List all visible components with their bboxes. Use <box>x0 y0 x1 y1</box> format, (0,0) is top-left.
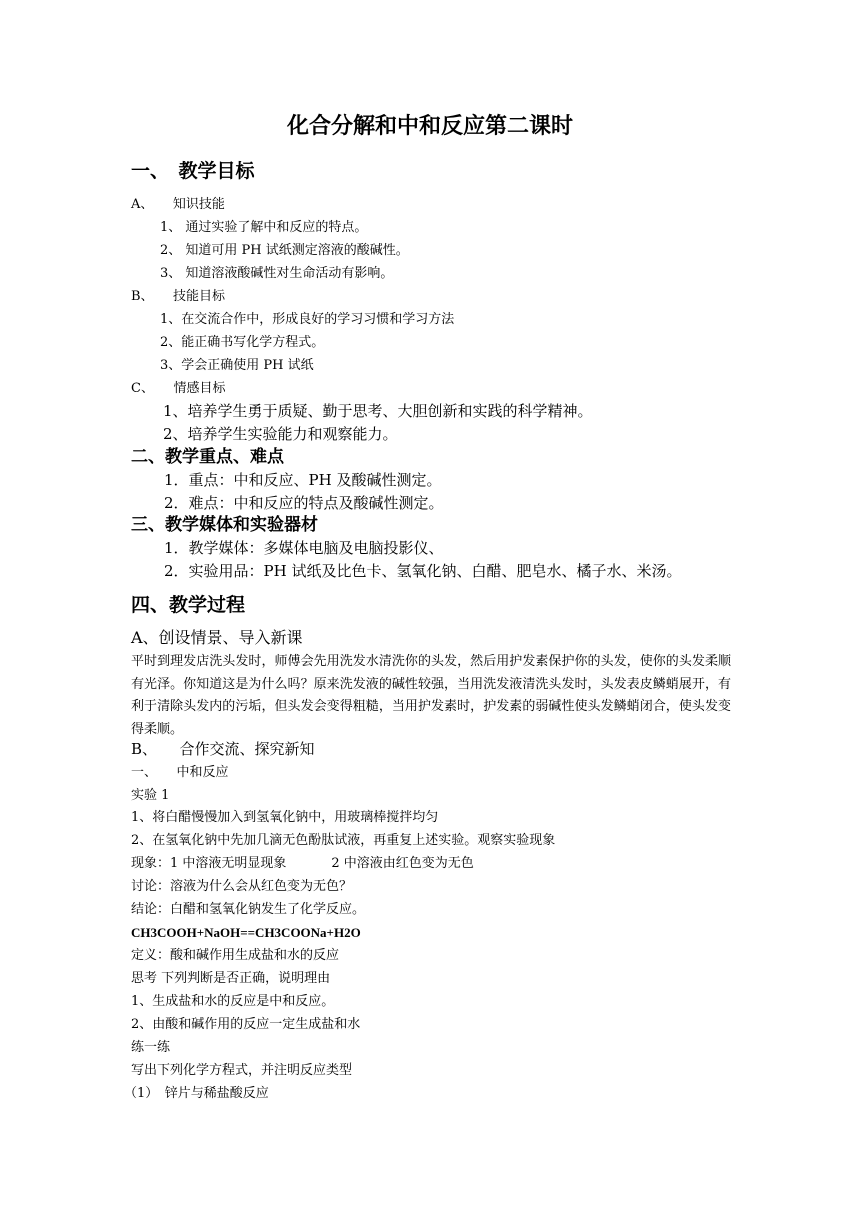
list-item: 2、培养学生实验能力和观察能力。 <box>163 425 398 443</box>
document-title: 化合分解和中和反应第二课时 <box>286 114 573 139</box>
list-item: 1、 通过实验了解中和反应的特点。 <box>160 220 368 235</box>
list-item: 1．教学媒体：多媒体电脑及电脑投影仪、 <box>164 539 444 557</box>
discussion-text: 讨论：溶液为什么会从红色变为无色？ <box>131 879 353 894</box>
practice-item: （1） 锌片与稀盐酸反应 <box>124 1086 269 1101</box>
phenomenon-text <box>131 857 474 870</box>
experiment-step: 2、在氢氧化钠中先加几滴无色酚肽试液，再重复上述实验。观察实验现象 <box>131 833 556 848</box>
list-item: 2．难点：中和反应的特点及酸碱性测定。 <box>164 494 444 512</box>
list-item: 1．重点：中和反应、PH 及酸碱性测定。 <box>164 471 442 489</box>
process-b-label: B、 合作交流、探究新知 <box>131 740 315 758</box>
list-item: 1、在交流合作中，形成良好的学习习惯和学习方法 <box>160 312 455 327</box>
objective-a-label: A、 知识技能 <box>131 197 225 212</box>
list-item: 3、 知道溶液酸碱性对生命活动有影响。 <box>160 266 394 281</box>
list-item: 2、 知道可用 PH 试纸测定溶液的酸碱性。 <box>160 243 409 258</box>
phenomenon-part-1: 现象：1 中溶液无明显现象 <box>131 856 287 871</box>
list-item: 3、学会正确使用 PH 试纸 <box>160 358 314 373</box>
list-item: 1、培养学生勇于质疑、勤于思考、大胆创新和实践的科学精神。 <box>163 402 593 420</box>
section-heading-process: 四、教学过程 <box>131 594 246 616</box>
process-a-label: A、创设情景、导入新课 <box>131 628 303 647</box>
intro-paragraph: 平时到理发店洗头发时，师傅会先用洗发水清洗你的头发，然后用护发素保护你的头发，使你的头发柔顺有光泽。你知道这是为什么吗？原来洗发液的碱性较强，当用洗发液清洗头发时，头发表皮鳞蛸展开，有利于清除头发内的污垢，但头发会变得粗糙，当用护发素时，护发素的弱碱性使头发鳞蛸闭合，使头发变得柔顺。 <box>131 654 731 737</box>
judgement-item: 2、由酸和碱作用的反应一定生成盐和水 <box>131 1017 361 1032</box>
subsection-heading: 一、 中和反应 <box>131 765 229 780</box>
phenomenon-part-2: 2 中溶液由红色变为无色 <box>331 856 474 871</box>
definition-text: 定义：酸和碱作用生成盐和水的反应 <box>131 948 340 963</box>
chemical-equation: CH3COOH+NaOH==CH3COONa+H2O <box>131 925 361 940</box>
list-item: 2．实验用品：PH 试纸及比色卡、氢氧化钠、白醋、肥皂水、橘子水、米汤。 <box>164 562 682 580</box>
section-heading-key-points: 二、教学重点、难点 <box>131 447 284 467</box>
conclusion-text: 结论：白醋和氢氧化钠发生了化学反应。 <box>131 902 366 917</box>
section-heading-objectives: 一、 教学目标 <box>131 160 255 182</box>
objective-b-label: B、 技能目标 <box>131 289 226 304</box>
practice-heading: 练一练 <box>131 1040 171 1055</box>
section-heading-media: 三、教学媒体和实验器材 <box>131 515 318 535</box>
practice-instruction: 写出下列化学方程式，并注明反应类型 <box>131 1063 353 1078</box>
think-prompt: 思考 下列判断是否正确，说明理由 <box>131 971 331 986</box>
experiment-step: 1、将白醋慢慢加入到氢氧化钠中，用玻璃棒搅拌均匀 <box>131 810 439 825</box>
list-item: 2、能正确书写化学方程式。 <box>160 335 325 350</box>
objective-c-label: C、 情感目标 <box>131 381 226 396</box>
experiment-label: 实验 1 <box>131 788 170 803</box>
judgement-item: 1、生成盐和水的反应是中和反应。 <box>131 994 335 1009</box>
